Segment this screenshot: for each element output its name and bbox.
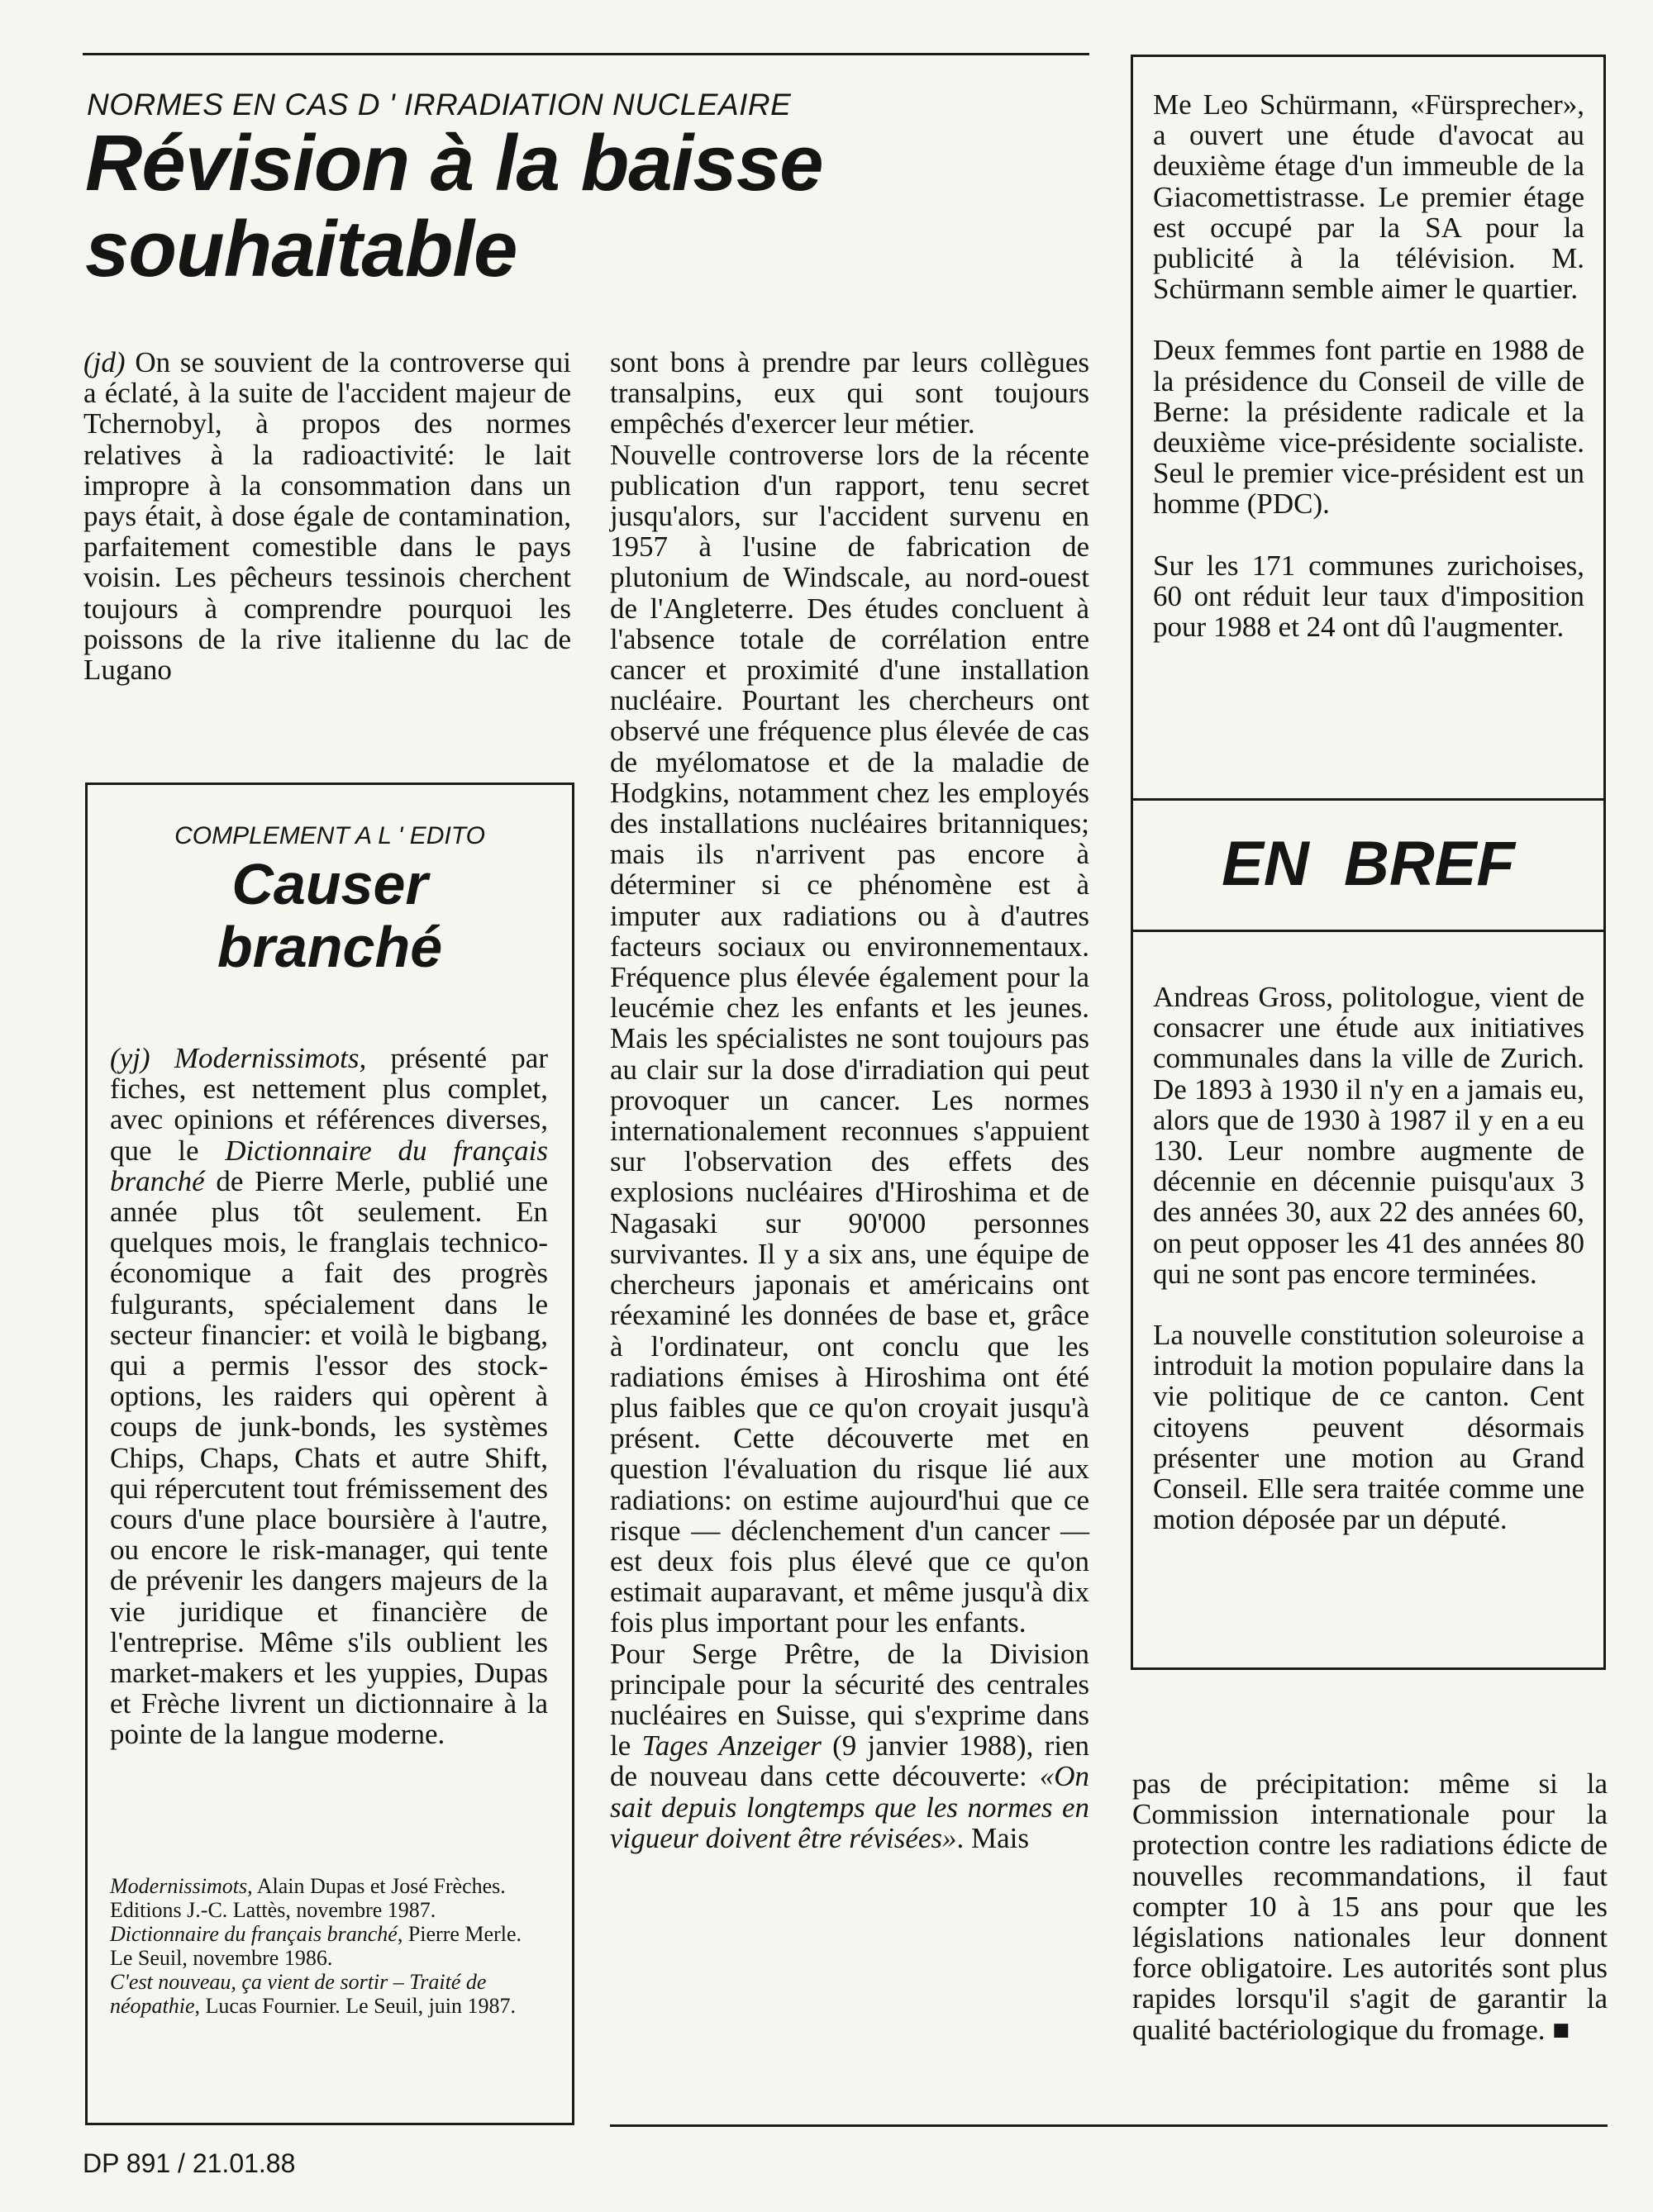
en-bref-item: Andreas Gross, politologue, vient de consacrer une étude aux initiatives communales dans la ville de Zurich. De 1893 à 1930 il n'y en a jamais eu, alors que de 1930 à 1987 il y en a eu 130. Leur nombre augmente de décennie en décennie puisqu'aux 3 des années 30, aux 22 des années 60, on peut opposer les 41 des années 80 qui ne sont pas encore terminées. — [1153, 981, 1584, 1290]
article-kicker: NORMES EN CAS D ' IRRADIATION NUCLEAIRE — [87, 88, 792, 121]
reference-title: C'est nouveau, ça vient de sortir – Traité de néopathie — [110, 1970, 487, 2018]
en-bref-divider-top — [1131, 798, 1606, 801]
bottom-rule — [610, 2124, 1608, 2127]
article-paragraph: pas de précipitation: même si la Commission internationale pour la protection contre les radiations édicte de nouvelles recommandations, il faut compter 10 à 15 ans pour que les législations nationales leur donnent force obligatoire. Les autorités sont plus rapides lorsqu'il s'agit de garantir la qualité bactériologique du fromage. ■ — [1132, 1767, 1608, 2046]
article-column-3 — [1132, 1768, 1608, 2045]
en-bref-item: La nouvelle constitution soleuroise a introduit la motion populaire dans la vie politique de ce canton. Cent citoyens peuvent désormais présenter une motion au Grand Conseil. Elle sera traitée comme une motion déposée par un député. — [1153, 1319, 1584, 1536]
article-title-line1: Révision à la baisse — [85, 119, 823, 207]
complement-text-2: de Pierre Merle, publié une année plus tôt seulement. En quelques mois, le franglais technico-économique a fait des progrès fulgurants, spécialement dans le secteur financier: et voilà le bigbang, qui a permis l'essor des stock-options, les raiders qui opèrent à coups de junk-bonds, les systèmes Chips, Chaps, Chats et autre Shift, qui répercutent tout frémissement des cours d'une place boursière à l'autre, ou encore le risk-manager, qui tente de prévenir les dangers majeurs de la vie juridique et financière de l'entreprise. Même s'ils oublient les market-makers et les yuppies, Dupas et Frèche livrent un dictionnaire à la pointe de la langue moderne. — [110, 1164, 548, 1751]
article-text: . Mais — [956, 1821, 1030, 1854]
complement-kicker: COMPLEMENT A L ' EDITO — [174, 822, 485, 849]
article-paragraph: Nouvelle controverse lors de la récente publication d'un rapport, tenu secret jusqu'alors, sur l'accident survenu en 1957 à l'usine de fabrication de plutonium de Windscale, au nord-ouest de l'Angleterre. Des études concluent à l'absence totale de corrélation entre cancer et proximité d'une installation nucléaire. Pourtant les chercheurs ont observé une fréquence plus élevée de cas de myélomatose et de la maladie de Hodgkins, notamment chez les employés des installations nucléaires britanniques; mais ils n'arrivent pas encore à déterminer si ce phénomène est à imputer aux radiations ou à d'autres facteurs sociaux ou environnementaux. Fréquence plus élevée également pour la leucémie chez les enfants et les jeunes. Mais les spécialistes ne sont toujours pas au clair sur la dose d'irradiation qui peut provoquer un cancer. Les normes internationalement reconnues s'appuient sur l'observation des effets des explosions nucléaires d'Hiroshima et de Nagasaki sur 90'000 personnes survivantes. Il y a six ans, une équipe de chercheurs japonais et américains ont réexaminé les données de base et, grâce à l'ordinateur, ont conclu que les radiations émises à Hiroshima ont été plus faibles que ce qu'on croyait jusqu'à présent. Cette découverte met en question l'évaluation du risque lié aux radiations: on estime aujourd'hui que ce risque — déclenchement d'un cancer — est deux fois plus élevé que ce qu'on estimait auparavant, et même jusqu'à dix fois plus important pour les enfants. — [610, 438, 1089, 1639]
article-text: (9 janvier 1988), rien de nouveau dans cette découverte: — [610, 1729, 1089, 1793]
issue-footer: DP 891 / 21.01.88 — [83, 2148, 296, 2178]
article-text: Pour Serge Prêtre, de la Division principale pour la sécurité des centrales nucléaires en Suisse, qui s'exprime dans le — [610, 1637, 1089, 1762]
reference-title: Dictionnaire du français branché — [110, 1922, 398, 1946]
article-paragraph — [610, 1639, 1089, 1853]
complement-title-line1: Causer — [231, 852, 428, 916]
complement-book-title: Modernissimots, — [174, 1042, 367, 1074]
reference-details: , Lucas Fournier. Le Seuil, juin 1987. — [194, 1994, 517, 2018]
article-column-2 — [610, 347, 1089, 1853]
reference-item — [110, 1922, 548, 1970]
en-bref-item: Me Leo Schürmann, «Fürsprecher», a ouvert une étude d'avocat au deuxième étage d'un immeuble de la Giacomettistrasse. Le premier étage est occupé par la SA pour la publicité à la télévision. M. Schürmann semble aimer le quartier. — [1153, 88, 1584, 306]
en-bref-divider-bottom — [1131, 930, 1606, 932]
top-rule — [83, 53, 1089, 55]
en-bref-heading: EN BREF — [1222, 829, 1515, 899]
article-col1-text: On se souvient de la controverse qui a éclaté, à la suite de l'accident majeur de Tchernobyl, à propos des normes relatives à la radioactivité: le lait impropre à la consommation dans un pays était, à dose égale de contamination, parfaitement comestible dans le pays voisin. Les pêcheurs tessinois cherchent toujours à comprendre pourquoi les poissons de la rive italienne du lac de Lugano — [83, 346, 571, 687]
article-author-tag: (jd) — [83, 346, 126, 378]
complement-references — [110, 1874, 548, 2018]
article-paragraph: sont bons à prendre par leurs collègues transalpins, eux qui sont toujours empêchés d'exercer leur métier. — [610, 346, 1089, 440]
complement-body — [110, 1043, 548, 1750]
en-bref-item: Deux femmes font partie en 1988 de la présidence du Conseil de ville de Berne: la présidente radicale et la deuxième vice-présidente socialiste. Seul le premier vice-président est un homme (PDC). — [1153, 334, 1584, 521]
complement-author-tag: (yj) — [110, 1042, 150, 1074]
reference-details: , Pierre Merle. Le Seuil, novembre 1986. — [110, 1922, 522, 1970]
article-quote: «On sait depuis longtemps que les normes en vigueur doivent être révisées» — [610, 1760, 1089, 1854]
article-title-line2: souhaitable — [85, 205, 517, 293]
article-column-1 — [83, 347, 571, 685]
reference-item — [110, 1970, 548, 2018]
complement-text-1: présenté par fiches, est nettement plus complet, avec opinions et références diverses, que le — [110, 1042, 548, 1167]
complement-title-line2: branché — [217, 915, 443, 979]
reference-item — [110, 1874, 548, 1922]
complement-dictionary-title: Dictionnaire du français branché — [110, 1134, 548, 1197]
newspaper-name: Tages Anzeiger — [641, 1729, 822, 1762]
en-bref-item: Sur les 171 communes zurichoises, 60 ont réduit leur taux d'imposition pour 1988 et 24 ont dû l'augmenter. — [1153, 549, 1584, 644]
en-bref-upper — [1153, 89, 1584, 642]
reference-title: Modernissimots — [110, 1874, 248, 1898]
en-bref-lower — [1153, 982, 1584, 1534]
reference-details: , Alain Dupas et José Frèches. Editions J.-C. Lattès, novembre 1987. — [110, 1874, 506, 1922]
